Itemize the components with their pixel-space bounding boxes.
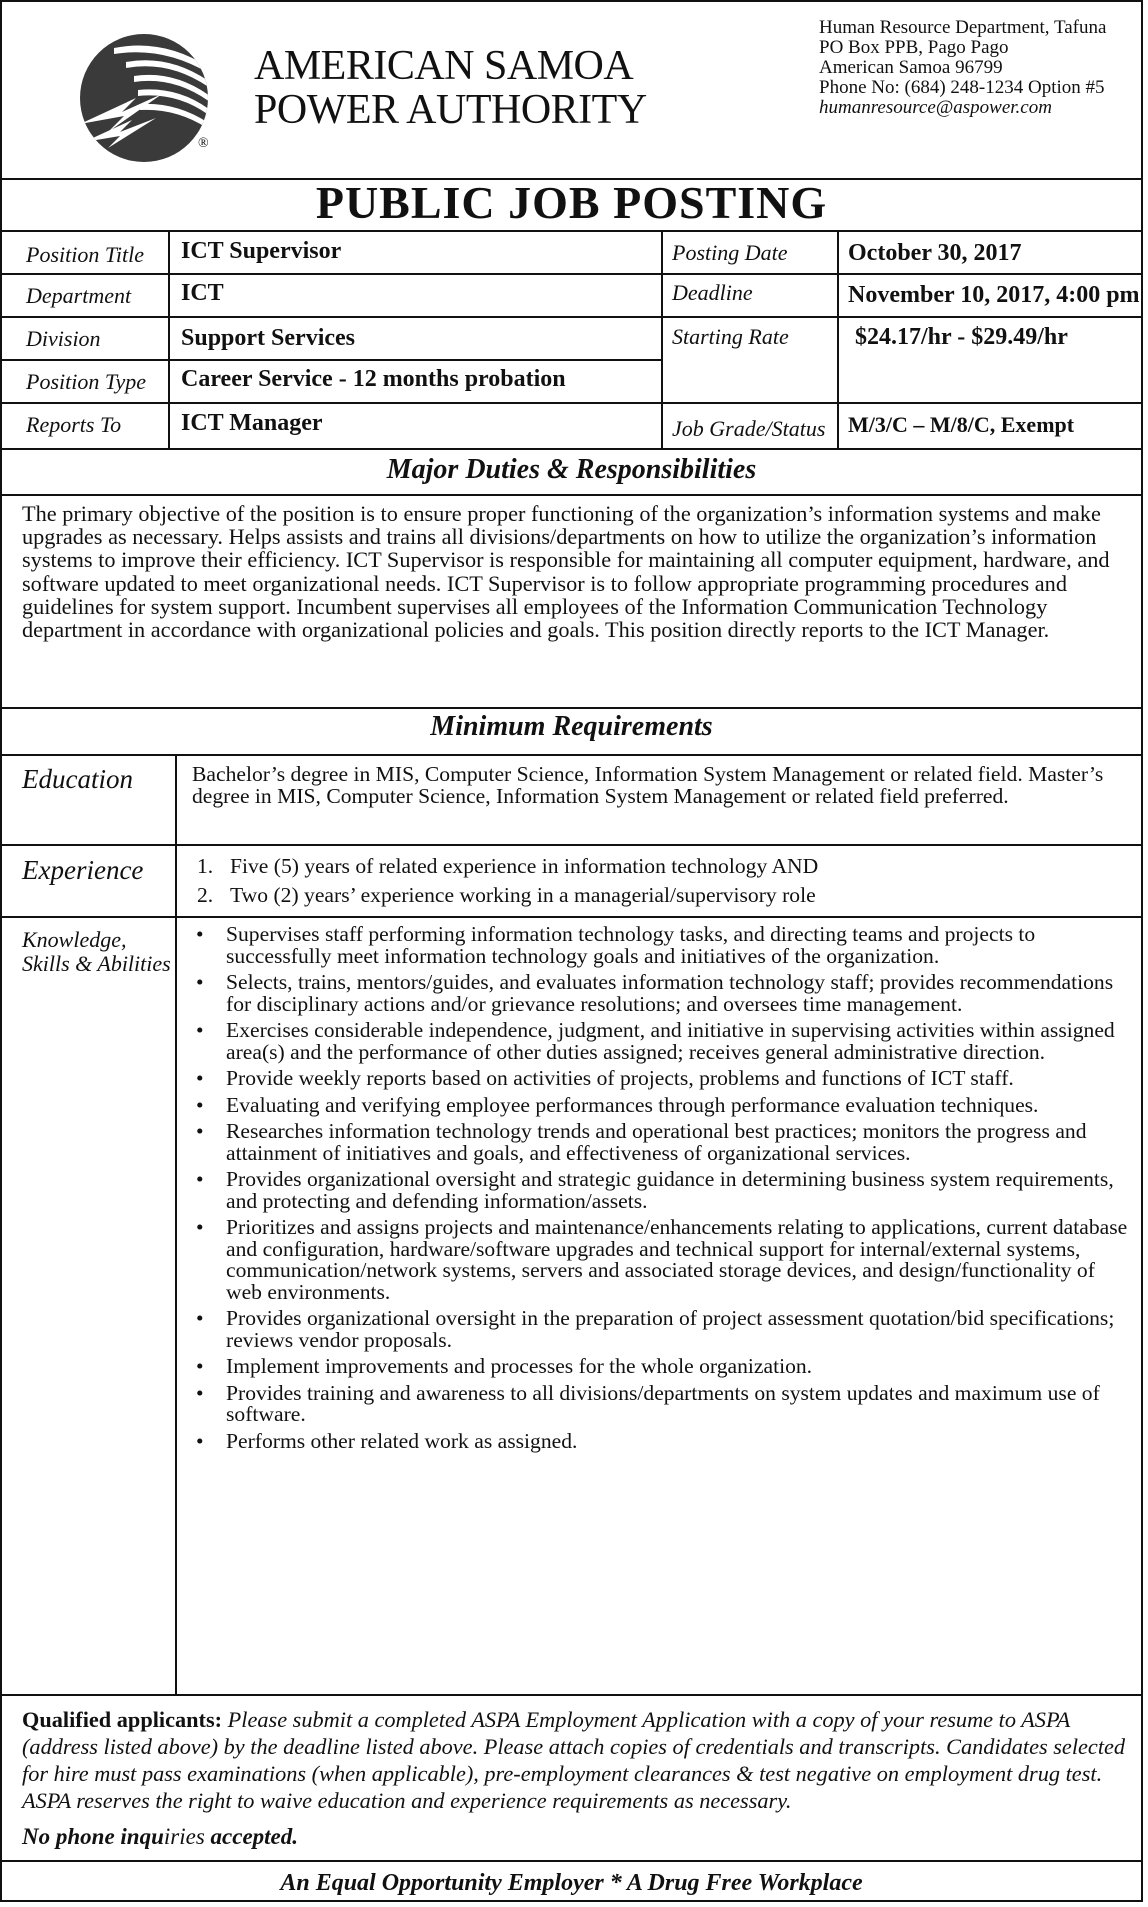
starting-rate-label: Starting Rate [672, 324, 789, 349]
section-divider [2, 707, 1141, 709]
contact-line: Human Resource Department, Tafuna [819, 17, 1107, 38]
table-divider [168, 232, 170, 448]
department-value: ICT [181, 280, 224, 306]
ksa-label [22, 928, 171, 976]
starting-rate-value: $24.17/hr - $29.49/hr [855, 324, 1068, 350]
section-divider [2, 844, 1141, 846]
list-item: • Evaluating and verifying employee performances through performance evaluation techniques. [192, 1095, 1132, 1117]
list-item: • Implement improvements and processes for the whole organization. [192, 1356, 1132, 1378]
section-divider [2, 494, 1141, 496]
applicants-label: Qualified applicants: [22, 1707, 223, 1732]
no-phone-part: No phone inqu [22, 1824, 164, 1849]
reports-to-label: Reports To [26, 412, 122, 437]
table-row-divider [2, 359, 661, 361]
lightning-bolt-circle-icon [74, 28, 214, 168]
no-phone-notice [22, 1824, 298, 1850]
list-item: • Prioritizes and assigns projects and maintenance/enhancements relating to applications, current database and configuration, hardware/software upgrades and technical support for internal/external systems, communication/network systems, servers and associated storage devices, and design/functionality of web environments. [192, 1217, 1132, 1303]
reports-to-value: ICT Manager [181, 410, 323, 436]
no-phone-part: ies [179, 1824, 205, 1849]
page-title: PUBLIC JOB POSTING [315, 177, 828, 228]
posting-date-value: October 30, 2017 [848, 240, 1022, 266]
position-title-label: Position Title [26, 242, 144, 267]
position-type-value: Career Service - 12 months probation [181, 366, 566, 392]
organization-name [254, 44, 647, 132]
section-divider [2, 1860, 1141, 1862]
contact-line: PO Box PPB, Pago Pago [819, 37, 1009, 58]
no-phone-part: accepted. [204, 1824, 299, 1849]
table-divider [661, 232, 663, 448]
organization-name-line2: POWER AUTHORITY [254, 87, 647, 133]
contact-email: humanresource@aspower.com [819, 97, 1052, 118]
list-item: • Provides organizational oversight and strategic guidance in determining business system requirements, and protecting and defending information/assets. [192, 1169, 1132, 1212]
division-value: Support Services [181, 325, 355, 351]
requirements-divider [175, 754, 177, 1694]
education-label: Education [22, 764, 133, 794]
list-item: • Exercises considerable independence, judgment, and initiative in supervising activities within assigned area(s) and the performance of other duties assigned; receives general administrative direction. [192, 1020, 1132, 1063]
list-item: • Researches information technology trends and operational best practices; monitors the progress and attainment of initiatives and goals, and effectiveness of organizational services. [192, 1121, 1132, 1164]
list-item: • Provides training and awareness to all divisions/departments on system updates and maximum use of software. [192, 1383, 1132, 1426]
no-phone-part: ir [163, 1824, 180, 1849]
position-title-value: ICT Supervisor [181, 238, 342, 264]
duties-heading: Major Duties & Responsibilities [386, 454, 757, 485]
position-info-table [2, 230, 1141, 450]
ksa-label-line1: Knowledge, [22, 927, 127, 952]
contact-info [819, 18, 1106, 118]
department-label: Department [26, 283, 132, 308]
deadline-label: Deadline [672, 280, 753, 305]
list-item: • Provide weekly reports based on activities of projects, problems and functions of ICT staff. [192, 1068, 1132, 1090]
applicants-text: Please submit a completed ASPA Employment Application with a copy of your resume to ASPA (address listed above) by the deadline listed above. Please attach copies of credentials and transcripts. Candidates selected for hire must pass examinations (when applicable), pre-employment clearances & test negative on employment drug test. ASPA reserves the right to waive education and experience requirements as necessary. [22, 1707, 1126, 1813]
list-item: 1. Five (5) years of related experience in information technology AND [197, 854, 819, 878]
list-item: • Selects, trains, mentors/guides, and evaluates information technology staff; provides recommendations for disciplinary actions and/or grievance resolutions; and oversees time management. [192, 972, 1132, 1015]
table-divider [837, 232, 839, 448]
footer-slogan: An Equal Opportunity Employer * A Drug Free Workplace [280, 1870, 863, 1896]
duties-text: The primary objective of the position is to ensure proper functioning of the organization’s information systems and make upgrades as necessary. Helps assists and trains all divisions/departments on how to utilize the organization’s information systems to improve their efficiency. ICT Supervisor is responsible for maintaining all computer equipment, hardware, and software updated to meet organizational needs. ICT Supervisor is to follow appropriate programming procedures and guidelines for system support. Incumbent supervises all employees of the Information Communication Technology department in accordance with organizational policies and goals. This position directly reports to the ICT Manager. [22, 501, 1110, 643]
list-item: • Performs other related work as assigned. [192, 1431, 1132, 1453]
organization-name-line1: AMERICAN SAMOA [254, 43, 634, 89]
table-row-divider [2, 273, 1141, 275]
letterhead [2, 2, 1141, 180]
position-type-label: Position Type [26, 369, 146, 394]
list-item: 2. Two (2) years’ experience working in a managerial/supervisory role [197, 883, 816, 907]
contact-line: American Samoa 96799 [819, 57, 1003, 78]
job-grade-label: Job Grade/Status [672, 416, 826, 441]
experience-label: Experience [22, 855, 144, 885]
section-divider [2, 1694, 1141, 1696]
education-text: Bachelor’s degree in MIS, Computer Science, Information System Management or related field. Master’s degree in MIS, Computer Science, Information System Management or related field preferred. [192, 762, 1104, 808]
ksa-list [192, 924, 1132, 1457]
ksa-label-line2: Skills & Abilities [22, 951, 171, 976]
application-instructions [22, 1706, 1132, 1814]
section-divider [2, 916, 1141, 918]
registered-mark: ® [198, 136, 209, 151]
posting-date-label: Posting Date [672, 240, 788, 265]
job-grade-value: M/3/C – M/8/C, Exempt [848, 412, 1075, 437]
table-row-divider [2, 316, 1141, 318]
contact-phone: Phone No: (684) 248-1234 Option #5 [819, 77, 1105, 98]
table-row-divider [2, 402, 1141, 404]
section-divider [2, 754, 1141, 756]
deadline-value: November 10, 2017, 4:00 pm [848, 282, 1140, 308]
experience-list [192, 852, 818, 910]
division-label: Division [26, 326, 101, 351]
list-item: • Supervises staff performing information technology tasks, and directing teams and projects to successfully meet information technology goals and initiatives of the organization. [192, 924, 1132, 967]
list-item: • Provides organizational oversight in the preparation of project assessment quotation/bid specifications; reviews vendor proposals. [192, 1308, 1132, 1351]
requirements-heading: Minimum Requirements [430, 711, 713, 742]
